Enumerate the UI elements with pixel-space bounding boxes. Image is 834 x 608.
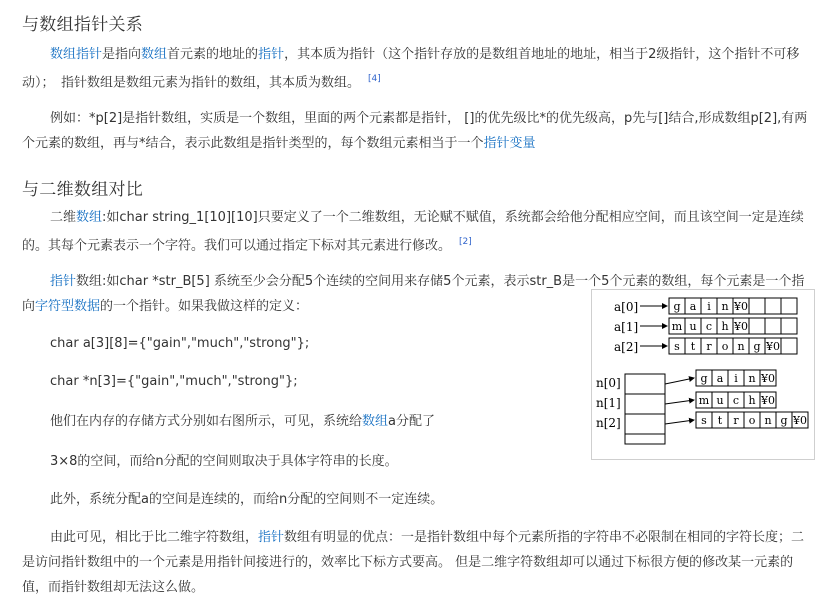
text-run: 数组:如char *str_B[5] 系统至少会分配5个连续的空间用来存储5个元素，表示str_B是一个5个元素的数组，每个元素是一个指向 (22, 274, 805, 314)
char-a-2-6: ¥0 (766, 340, 780, 353)
char-n-2-0: s (701, 414, 707, 427)
char-n-2-4: n (764, 414, 772, 427)
arrow-n-0 (665, 378, 694, 384)
cell-a-1-6 (765, 318, 781, 334)
cell-a-2-7 (781, 338, 797, 354)
char-n-0-3: n (748, 372, 756, 385)
paragraph-array-pointer (22, 42, 812, 95)
char-a-0-4: ¥0 (734, 300, 748, 313)
code-line-n: char *n[3]={"gain","much","strong"}; (50, 374, 298, 389)
pointer-cell-n-0 (625, 374, 665, 394)
link-pointer[interactable]: 指针 (258, 47, 285, 62)
char-a-1-0: m (671, 320, 683, 333)
arrow-n-2 (665, 420, 694, 424)
link-pointer[interactable]: 指针 (50, 274, 77, 289)
char-a-0-0: g (673, 300, 681, 313)
section-heading-array-pointer: 与数组指针关系 (22, 15, 144, 35)
link-array[interactable]: 数组 (362, 414, 389, 429)
section-heading-2d-array: 与二维数组对比 (22, 180, 144, 200)
pointer-cell-n-1 (625, 394, 665, 414)
paragraph-2d-array (22, 205, 812, 258)
char-a-2-2: r (706, 340, 712, 353)
text-run: 例如：*p[2]是指针数组，实质是一个数组，里面的两个元素都是指针， []的优先级比*的优先级高，p先与[]结合,形成数组p[2],有两个元素的数组，再与*结合，表示此数组是指针类型的，每个数组元素相当于一个 (22, 111, 808, 151)
char-n-0-1: a (716, 372, 724, 385)
paragraph-conclusion (22, 525, 812, 600)
char-n-1-2: c (732, 394, 740, 407)
arrow-n-1 (665, 400, 694, 404)
char-n-2-2: r (733, 414, 739, 427)
text-line-storage (50, 412, 435, 432)
cell-a-0-5 (749, 298, 765, 314)
label-a-2: a[2] (614, 340, 639, 354)
text-run: :如char string_1[10][10]只要定义了一个二维数组，无论赋不赋值，系统都会给他分配相应空间，而且该空间一定是连续的。其每个元素表示一个字符。我们可以通过指定下标对其元素进行修改。 (22, 210, 804, 254)
char-a-1-1: u (689, 320, 697, 333)
code-line-a: char a[3][8]={"gain","much","strong"}; (50, 336, 310, 351)
text-run: 的一个指针。如果我做这样的定义： (100, 299, 309, 314)
char-a-0-1: a (689, 300, 697, 313)
text-line-space: 3×8的空间，而给n分配的空间则取决于具体字符串的长度。 (50, 454, 398, 469)
memory-layout-figure (591, 289, 815, 460)
label-a-1: a[1] (614, 320, 639, 334)
link-pointer-variable[interactable]: 指针变量 (483, 136, 536, 151)
char-n-0-0: g (700, 372, 708, 385)
char-n-2-1: t (717, 414, 723, 427)
array-n-group (596, 370, 808, 444)
link-array-pointer[interactable]: 数组指针 (50, 47, 103, 62)
memory-layout-diagram (592, 290, 814, 459)
cell-a-0-7 (781, 298, 797, 314)
paragraph-example (22, 106, 812, 156)
char-a-0-2: i (707, 300, 711, 313)
char-a-0-3: n (721, 300, 729, 313)
char-a-2-4: n (737, 340, 745, 353)
char-n-0-2: i (734, 372, 738, 385)
char-a-1-2: c (705, 320, 713, 333)
text-run: 由此可见，相比于比二维字符数组， (50, 530, 259, 545)
text-run: a分配了 (388, 414, 435, 429)
char-n-2-6: ¥0 (793, 414, 807, 427)
link-pointer[interactable]: 指针 (258, 530, 285, 545)
cell-a-1-7 (781, 318, 797, 334)
pointer-cell-n-2 (625, 414, 665, 434)
text-run: 首元素的地址的 (167, 47, 259, 62)
text-run: 二维 (50, 210, 77, 225)
char-n-0-4: ¥0 (761, 372, 775, 385)
char-n-2-3: o (748, 414, 756, 427)
link-array[interactable]: 数组 (141, 47, 168, 62)
link-char-data[interactable]: 字符型数据 (35, 299, 101, 314)
text-run: ，其本质为指针（这个指针存放的是数组首地址的地址，相当于2级指针，这个指针不可移动）； 指针数组是数组元素为指针的数组，其本质为数组。 (22, 47, 800, 91)
char-n-2-5: g (780, 414, 788, 427)
label-n-0: n[0] (596, 376, 621, 390)
char-a-1-4: ¥0 (734, 320, 748, 333)
pointer-cell-tail (625, 434, 665, 444)
char-n-1-1: u (716, 394, 724, 407)
char-n-1-3: h (748, 394, 756, 407)
label-n-1: n[1] (596, 396, 621, 410)
label-a-0: a[0] (614, 300, 639, 314)
link-array[interactable]: 数组 (76, 210, 103, 225)
char-n-1-0: m (698, 394, 710, 407)
char-a-1-3: h (721, 320, 729, 333)
char-a-2-3: o (721, 340, 729, 353)
char-a-2-0: s (674, 340, 680, 353)
array-a-group (614, 298, 797, 354)
char-n-1-4: ¥0 (761, 394, 775, 407)
reference-2[interactable]: [2] (459, 237, 472, 247)
char-a-2-1: t (690, 340, 696, 353)
text-line-contiguous: 此外，系统分配a的空间是连续的，而给n分配的空间则不一定连续。 (50, 492, 444, 507)
text-run: 他们在内存的存储方式分别如右图所示，可见，系统给 (50, 414, 363, 429)
text-run: 数组有明显的优点：一是指针数组中每个元素所指的字符串不必限制在相同的字符长度；二是访问指针数组中的一个元素是用指针间接进行的，效率比下标方式要高。 但是二维字符数组却可以通过下标很方便的修改某一元素的值，而指针数组却无法这么做。 (22, 530, 805, 595)
char-a-2-5: g (753, 340, 761, 353)
reference-4[interactable]: [4] (368, 74, 381, 84)
cell-a-0-6 (765, 298, 781, 314)
label-n-2: n[2] (596, 416, 621, 430)
cell-a-1-5 (749, 318, 765, 334)
text-run: 是指向 (102, 47, 142, 62)
